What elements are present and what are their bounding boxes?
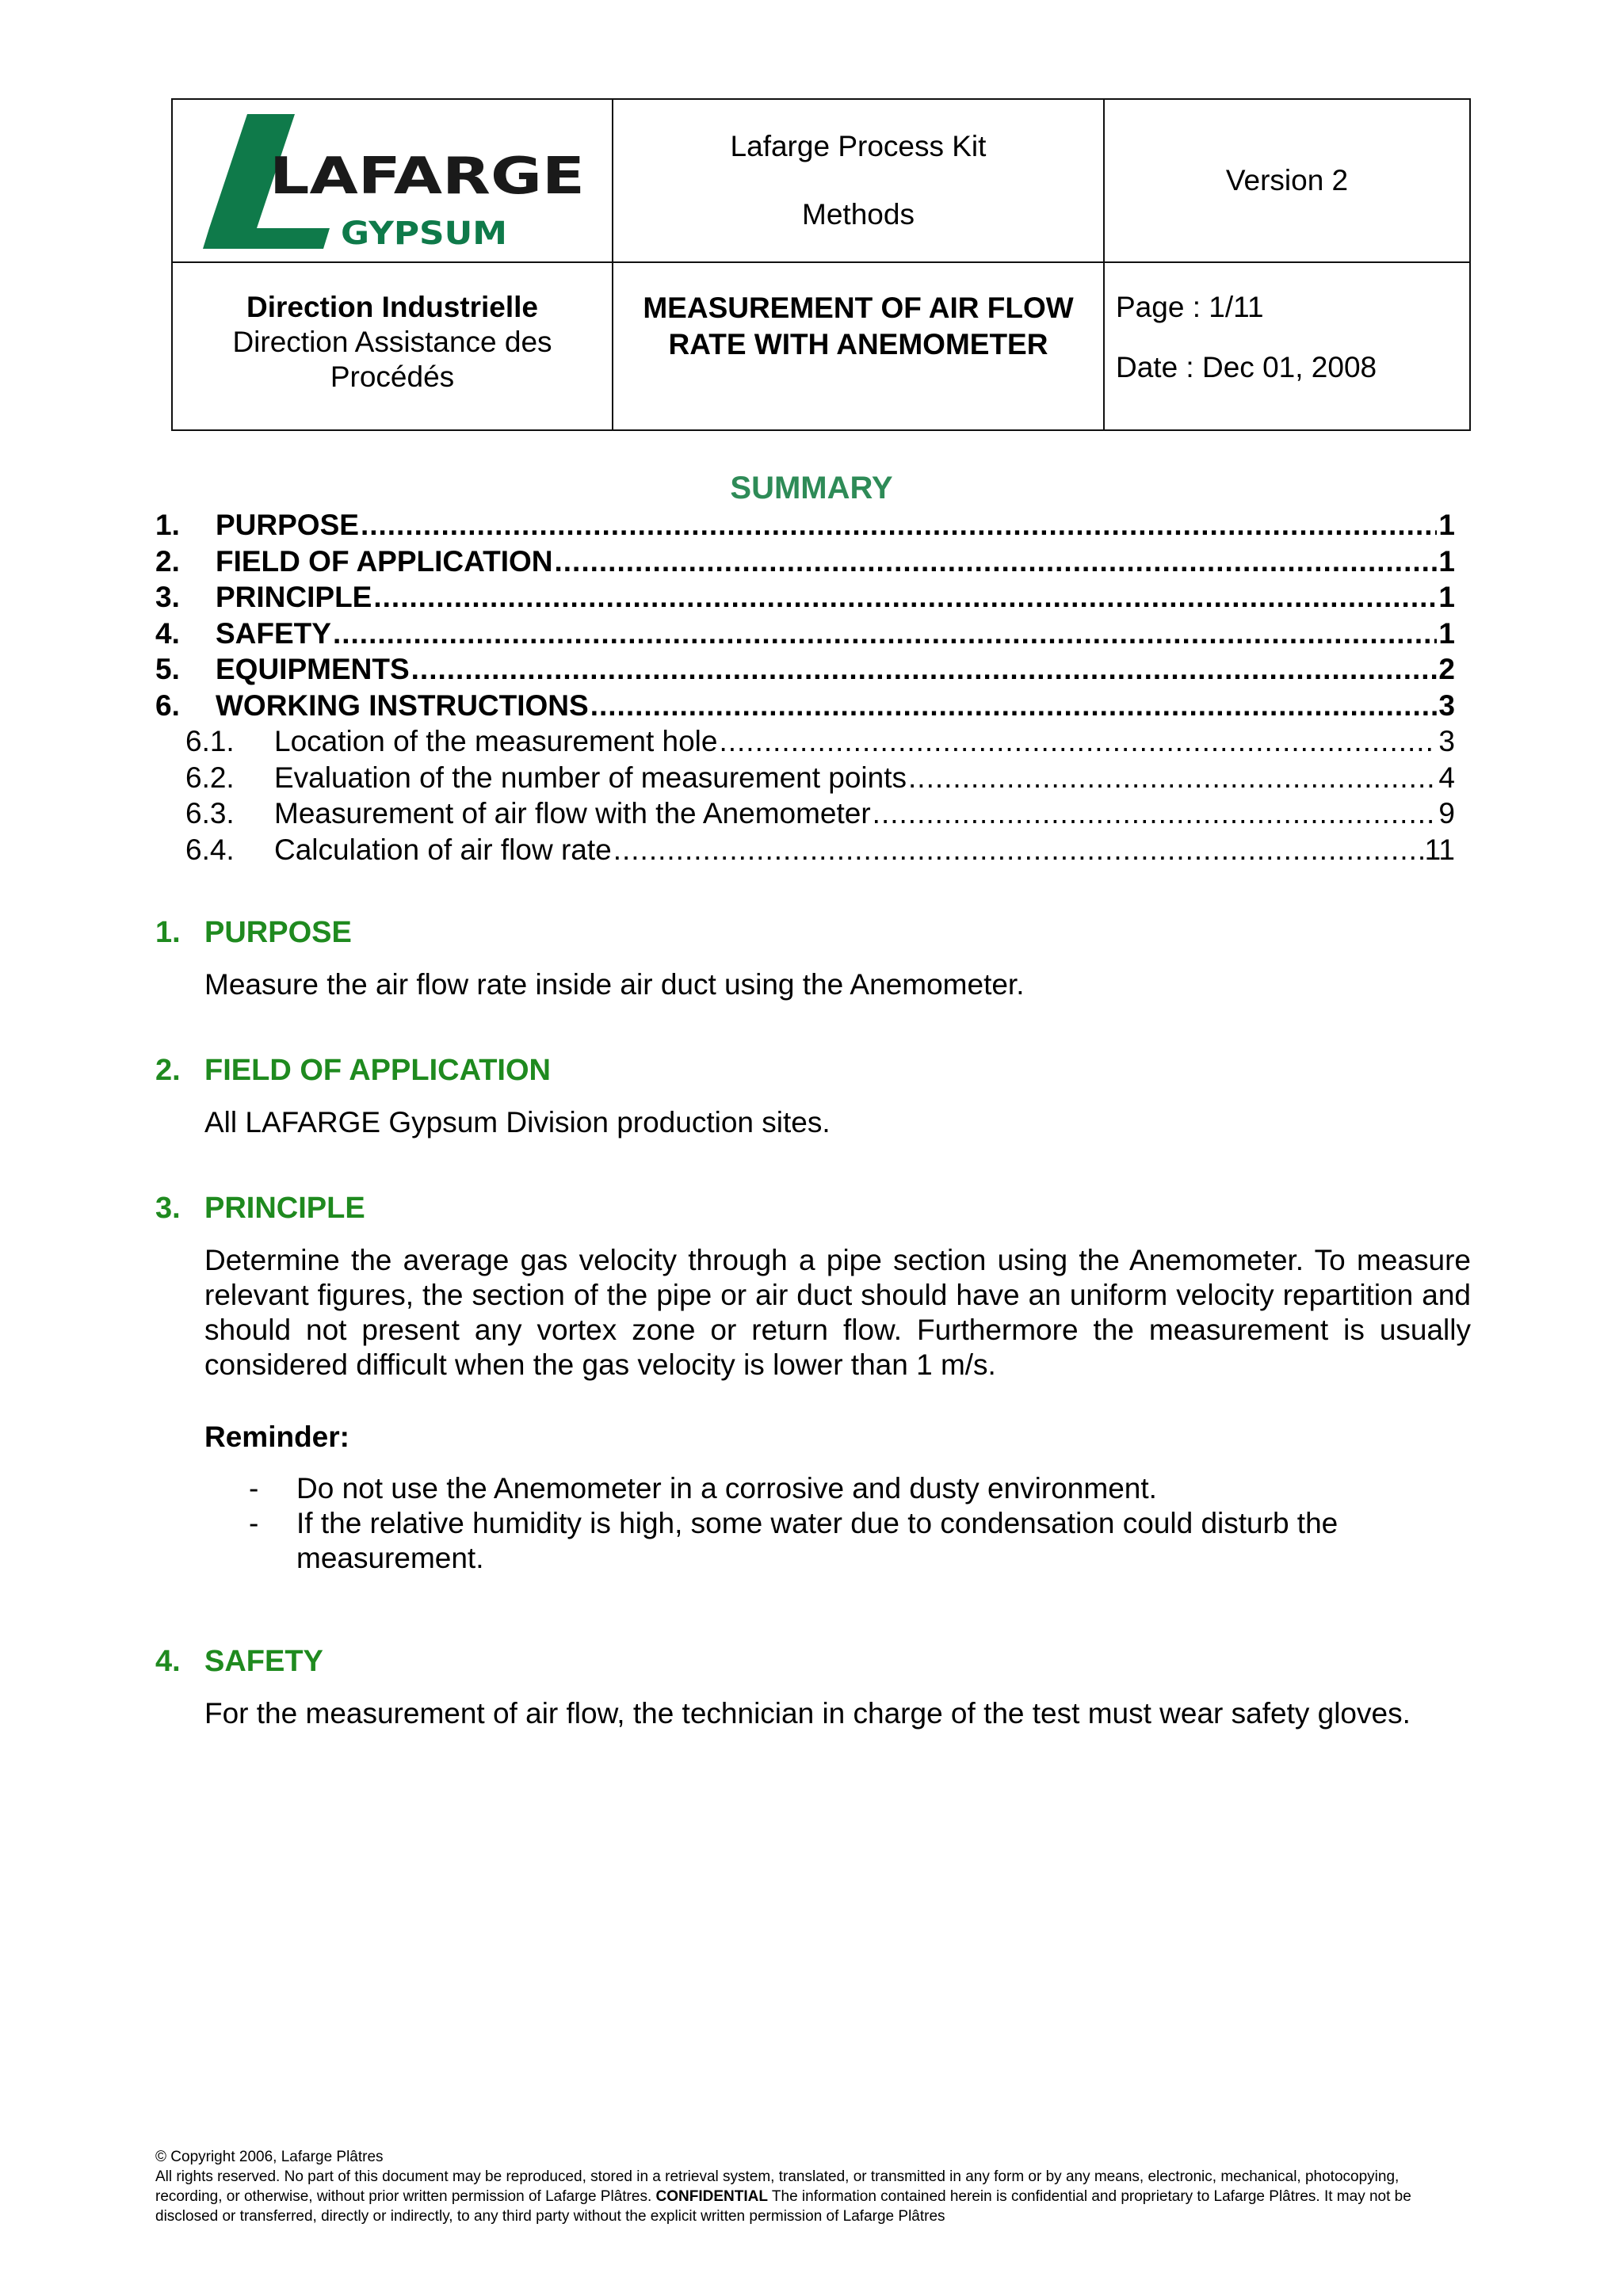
reminder-text: If the relative humidity is high, some water due to condensation could disturb the measurement.	[296, 1507, 1338, 1574]
toc-number: 1.	[155, 509, 180, 541]
section-field-of-application	[155, 1054, 1471, 1140]
toc-label: Location of the measurement hole	[274, 725, 718, 757]
toc-number: 5.	[155, 653, 180, 685]
toc-subentry[interactable]	[155, 761, 1455, 798]
version-cell	[1105, 100, 1469, 263]
toc-page: 1	[1438, 509, 1455, 541]
section-heading	[155, 916, 1471, 950]
toc-leader	[613, 833, 1423, 867]
toc-label: Evaluation of the number of measurement points	[274, 761, 907, 794]
section-heading	[155, 1054, 1471, 1088]
toc-label: SAFETY	[216, 616, 331, 650]
toc-label: WORKING INSTRUCTIONS	[216, 688, 589, 722]
section-principle	[155, 1192, 1471, 1576]
toc-page: 11	[1424, 833, 1455, 866]
toc-page: 1	[1438, 581, 1455, 613]
page-date-cell	[1105, 263, 1469, 429]
toc-label: Calculation of air flow rate	[274, 833, 612, 866]
toc-subentry[interactable]	[155, 797, 1455, 833]
section-number: 4.	[155, 1645, 181, 1678]
copyright-line: © Copyright 2006, Lafarge Plâtres	[155, 2149, 384, 2165]
summary-title: SUMMARY	[730, 471, 893, 505]
toc-leader	[908, 761, 1437, 795]
reminder-title: Reminder:	[204, 1421, 349, 1453]
rights-line: All rights reserved. No part of this document may be reproduced, stored in a retrieval system, translated, or transmitted in any form or by any means, electronic, mechanical, photocopying, recording, or otherwise, without prior written permission of Lafarge Plâtres.	[155, 2168, 1400, 2205]
toc-page: 2	[1438, 653, 1455, 685]
toc-number: 2.	[155, 544, 180, 578]
section-number: 1.	[155, 916, 181, 949]
version-label: Version 2	[1225, 164, 1349, 196]
logo-word: LAFARGE	[269, 147, 585, 206]
reminder-item	[204, 1471, 1471, 1506]
toc-label: EQUIPMENTS	[216, 653, 410, 685]
logo-sub: GYPSUM	[341, 215, 507, 252]
toc-page: 3	[1438, 688, 1455, 722]
kit-subtitle: Methods	[802, 198, 915, 231]
section-title: SAFETY	[204, 1645, 323, 1678]
reminder-item	[204, 1506, 1471, 1576]
confidential-label: CONFIDENTIAL	[655, 2188, 768, 2205]
toc-leader	[361, 509, 1437, 542]
toc-entry[interactable]	[155, 653, 1455, 689]
toc-page: 4	[1438, 761, 1455, 794]
reminder-list	[204, 1471, 1471, 1576]
bullet-dash: -	[249, 1507, 259, 1539]
toc-page: 1	[1438, 544, 1455, 578]
rights-text	[155, 2167, 1455, 2226]
doc-title-line2: RATE WITH ANEMOMETER	[668, 328, 1048, 360]
toc-subentry[interactable]	[155, 725, 1455, 761]
process-kit-cell	[613, 100, 1105, 263]
toc-label: PURPOSE	[216, 509, 359, 541]
toc-page: 1	[1438, 616, 1455, 650]
toc-number: 6.4.	[185, 833, 235, 866]
section-body: All LAFARGE Gypsum Division production sites.	[204, 1106, 831, 1138]
toc-number: 6.2.	[185, 761, 235, 794]
document-title-cell	[613, 263, 1105, 429]
section-safety	[155, 1645, 1471, 1731]
section-title: PURPOSE	[204, 916, 352, 949]
confidential-text: The information contained herein is confidential and proprietary to Lafarge Plâtres. It may not be disclosed or transferred, directly or indirectly, to any third party without the explicit written permission of Lafarge Plâtres	[155, 2188, 1411, 2225]
toc-number: 6.3.	[185, 797, 235, 830]
direction-line2: Direction Assistance des	[232, 326, 552, 358]
section-number: 2.	[155, 1054, 181, 1087]
section-heading	[155, 1192, 1471, 1226]
table-of-contents	[155, 509, 1455, 869]
lafarge-gypsum-logo	[190, 109, 594, 252]
direction-cell	[173, 263, 613, 429]
toc-leader	[554, 545, 1437, 578]
section-body: Measure the air flow rate inside air duct using the Anemometer.	[204, 968, 1025, 1001]
toc-entry[interactable]	[155, 581, 1455, 617]
toc-number: 3.	[155, 581, 180, 613]
reminder-text: Do not use the Anemometer in a corrosive and dusty environment.	[296, 1472, 1157, 1505]
section-number: 3.	[155, 1192, 181, 1225]
toc-label: Measurement of air flow with the Anemometer	[274, 797, 871, 830]
bullet-dash: -	[249, 1472, 259, 1505]
toc-entry[interactable]	[155, 545, 1455, 582]
doc-title-line1: MEASUREMENT OF AIR FLOW	[643, 292, 1074, 324]
section-body: Determine the average gas velocity through a pipe section using the Anemometer. To measure relevant figures, the section of the pipe or air duct should have an uniform velocity repartition and should not present any vortex zone or return flow. Furthermore the measurement is usually considered difficult when the gas velocity is lower than 1 m/s.	[204, 1244, 1471, 1381]
copyright-footer	[155, 2147, 1455, 2226]
section-heading	[155, 1645, 1471, 1679]
direction-bold: Direction Industrielle	[246, 291, 538, 323]
toc-entry[interactable]	[155, 509, 1455, 545]
document-header-table	[171, 98, 1471, 431]
toc-leader	[373, 581, 1437, 614]
toc-label: PRINCIPLE	[216, 581, 372, 613]
section-purpose	[155, 916, 1471, 1002]
toc-leader	[590, 689, 1438, 723]
section-title: PRINCIPLE	[204, 1192, 365, 1225]
document-date: Date : Dec 01, 2008	[1116, 351, 1377, 383]
page-number: Page : 1/11	[1116, 291, 1264, 323]
section-body: For the measurement of air flow, the technician in charge of the test must wear safety gloves.	[204, 1697, 1411, 1730]
toc-number: 4.	[155, 616, 180, 650]
toc-leader	[411, 653, 1438, 686]
logo-cell	[173, 100, 613, 263]
toc-subentry[interactable]	[155, 833, 1455, 870]
toc-entry[interactable]	[155, 617, 1455, 654]
toc-page: 9	[1438, 797, 1455, 830]
direction-line3: Procédés	[330, 360, 455, 393]
toc-page: 3	[1438, 725, 1455, 757]
toc-number: 6.	[155, 688, 180, 722]
toc-entry[interactable]	[155, 689, 1455, 726]
section-title: FIELD OF APPLICATION	[204, 1054, 551, 1087]
toc-number: 6.1.	[185, 725, 235, 757]
toc-leader	[719, 725, 1437, 758]
toc-label: FIELD OF APPLICATION	[216, 544, 553, 578]
kit-title: Lafarge Process Kit	[730, 130, 987, 162]
toc-leader	[873, 797, 1438, 830]
toc-leader	[333, 617, 1437, 650]
